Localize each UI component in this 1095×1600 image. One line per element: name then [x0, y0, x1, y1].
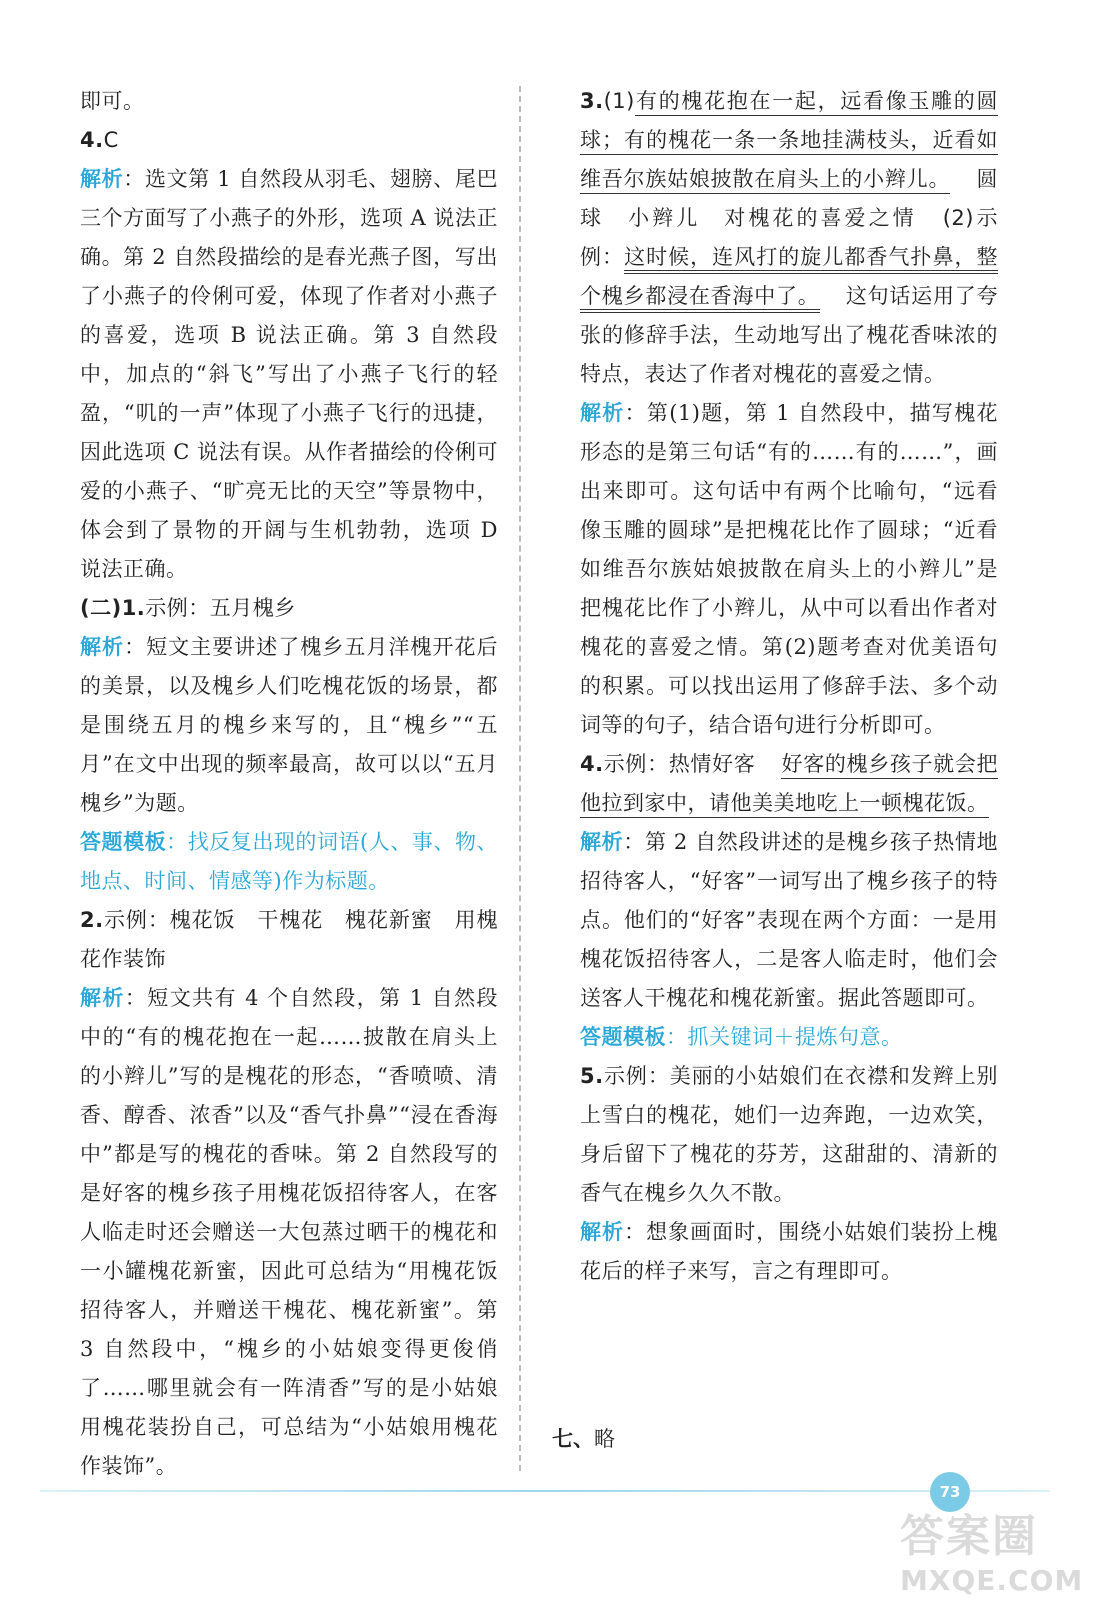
sec2-q1-label: (二)1. [80, 596, 146, 620]
q4r-analysis-text: ：第 2 自然段讲述的是槐乡孩子热情地招待客人，“好客”一词写出了槐乡孩子的特点。他们的“好客”表现在两个方面：一是用槐花饭招待客人，二是客人临走时，他们会送客人干槐花和槐花新蜜。据此答题即可。 [580, 830, 998, 1010]
analysis-tag: 解析 [80, 635, 125, 659]
q2-label: 2. [80, 908, 104, 932]
column-divider [519, 86, 521, 1471]
q4r-label: 4. [580, 752, 604, 776]
watermark-line-2: MXQE.COM [900, 1564, 1084, 1597]
section-7 [552, 1420, 615, 1459]
q3-analysis-text: ：第(1)题，第 1 自然段中，描写槐花形态的是第三句话“有的……有的……”，画出来即可。这句话中有两个比喻句，“远看像玉雕的圆球”是把槐花比作了圆球；“近看如维吾尔族姑娘披散在肩头上的小辫儿”是把槐花比作了小辫儿，从中可以看出作者对槐花的喜爱之情。第(2)题考查对优美语句的积累。可以找出运用了修辞手法、多个动词等的句子，结合语句进行分析即可。 [580, 401, 998, 737]
q3-part1-prefix: (1) [603, 89, 635, 113]
q4r-underlined-sentence: 好客的槐乡孩子就会把他拉到家中，请他美美地吃上一顿槐花饭。 [580, 752, 998, 818]
watermark-logo [900, 1500, 1084, 1597]
sec2-q1-analysis-text: ：短文主要讲述了槐乡五月洋槐开花后的美景，以及槐乡人们吃槐花饭的场景，都是围绕五月的槐乡来写的，且“槐乡”“五月”在文中出现的频率最高，故可以以“五月槐乡”为题。 [80, 635, 499, 815]
analysis-tag: 解析 [80, 986, 125, 1010]
left-line-1: 即可。 [80, 89, 145, 113]
q4-analysis-text: ：选文第 1 自然段从羽毛、翅膀、尾巴三个方面写了小燕子的外形，选项 A 说法正确。第 2 自然段描绘的是春光燕子图，写出了小燕子的伶俐可爱，体现了作者对小燕子的喜爱，选项 B 说法正确。第 3 自然段中，加点的“斜飞”写出了小燕子飞行的轻盈，“叽的一声”体现了小燕子飞行的迅捷，因此选项 C 说法有误。从作者描绘的伶俐可爱的小燕子、“旷亮无比的天空”等景物中，体会到了景物的开阔与生机勃勃，选项 D 说法正确。 [80, 167, 498, 581]
q4-analysis [80, 160, 498, 589]
q2-answer-text: 示例：槐花饭 干槐花 槐花新蜜 用槐花作装饰 [80, 908, 498, 971]
template-2-text: ：抓关键词＋提炼句意。 [666, 1025, 903, 1049]
q2-analysis [80, 979, 498, 1486]
q4-answer-text: C [103, 128, 119, 152]
q3-analysis [580, 394, 998, 745]
q3-answer [580, 82, 998, 394]
section-7-label: 七、 [552, 1427, 594, 1451]
template-1-text: ：找反复出现的词语(人、事、物、地点、时间、情感等)作为标题。 [80, 830, 498, 893]
template-1 [80, 823, 498, 901]
q5-analysis-text: ：想象画面时，围绕小姑娘们装扮上槐花后的样子来写，言之有理即可。 [580, 1220, 999, 1283]
sec2-q1-text: 示例：五月槐乡 [145, 596, 296, 620]
analysis-tag: 解析 [580, 401, 625, 425]
q5-answer-text: 示例：美丽的小姑娘们在衣襟和发辫上别上雪白的槐花，她们一边奔跑，一边欢笑，身后留下了槐花的芬芳，这甜甜的、清新的香气在槐乡久久不散。 [580, 1064, 998, 1205]
q5-label: 5. [580, 1064, 604, 1088]
q4-answer [80, 121, 498, 160]
q4r-prefix: 示例：热情好客 [603, 752, 756, 776]
q3-underlined-sentence-1: 有的槐花抱在一起，远看像玉雕的圆球；有的槐花一条一条地挂满枝头，近看如维吾尔族姑娘披散在肩头上的小辫儿。 [580, 89, 998, 194]
section-7-text: 略 [594, 1427, 615, 1451]
q3-underlined-sentence-2: 这时候，连风打的旋儿都香气扑鼻，整个槐乡都浸在香海中了。 [580, 245, 998, 313]
sec2-q1 [80, 589, 498, 628]
analysis-tag: 解析 [580, 1220, 625, 1244]
q2-answer [80, 901, 498, 979]
footer-line [40, 1490, 1050, 1492]
q4-label: 4. [80, 128, 104, 152]
q5-answer [580, 1057, 998, 1213]
q2-analysis-text: ：短文共有 4 个自然段，第 1 自然段中的“有的槐花抱在一起……披散在肩头上的小辫儿”写的是槐花的形态，“香喷喷、清香、醇香、浓香”以及“香气扑鼻”“浸在香海中”都是写的槐花的香味。第 2 自然段写的是好客的槐乡孩子用槐花饭招待客人，在客人临走时还会赠送一大包蒸过晒干的槐花和一小罐槐花新蜜，因此可总结为“用槐花饭招待客人，并赠送干槐花、槐花新蜜”。第 3 自然段中，“槐乡的小姑娘变得更俊俏了……哪里就会有一阵清香”写的是小姑娘用槐花装扮自己，可总结为“小姑娘用槐花作装饰”。 [80, 986, 499, 1478]
template-tag: 答题模板 [80, 830, 167, 854]
right-column [580, 82, 998, 1291]
q4r-answer [580, 745, 998, 823]
q3-explanation: 这句话运用了夸张的修辞手法，生动地写出了槐花香味浓的特点，表达了作者对槐花的喜爱之情。 [580, 284, 999, 386]
page-number: 73 [930, 1472, 970, 1512]
q3-part2-prefix: (2)示例： [580, 206, 998, 269]
q4r-analysis [580, 823, 998, 1018]
watermark-line-1: 答案圈 [900, 1511, 1038, 1562]
analysis-tag: 解析 [580, 830, 624, 854]
analysis-tag: 解析 [80, 167, 124, 191]
sec2-q1-analysis [80, 628, 498, 823]
left-column [80, 82, 498, 1486]
q3-blanks: 圆球 小辫儿 对槐花的喜爱之情 [580, 167, 999, 230]
template-tag: 答题模板 [580, 1025, 666, 1049]
q5-analysis [580, 1213, 998, 1291]
template-2 [580, 1018, 998, 1057]
q3-label: 3. [580, 89, 604, 113]
